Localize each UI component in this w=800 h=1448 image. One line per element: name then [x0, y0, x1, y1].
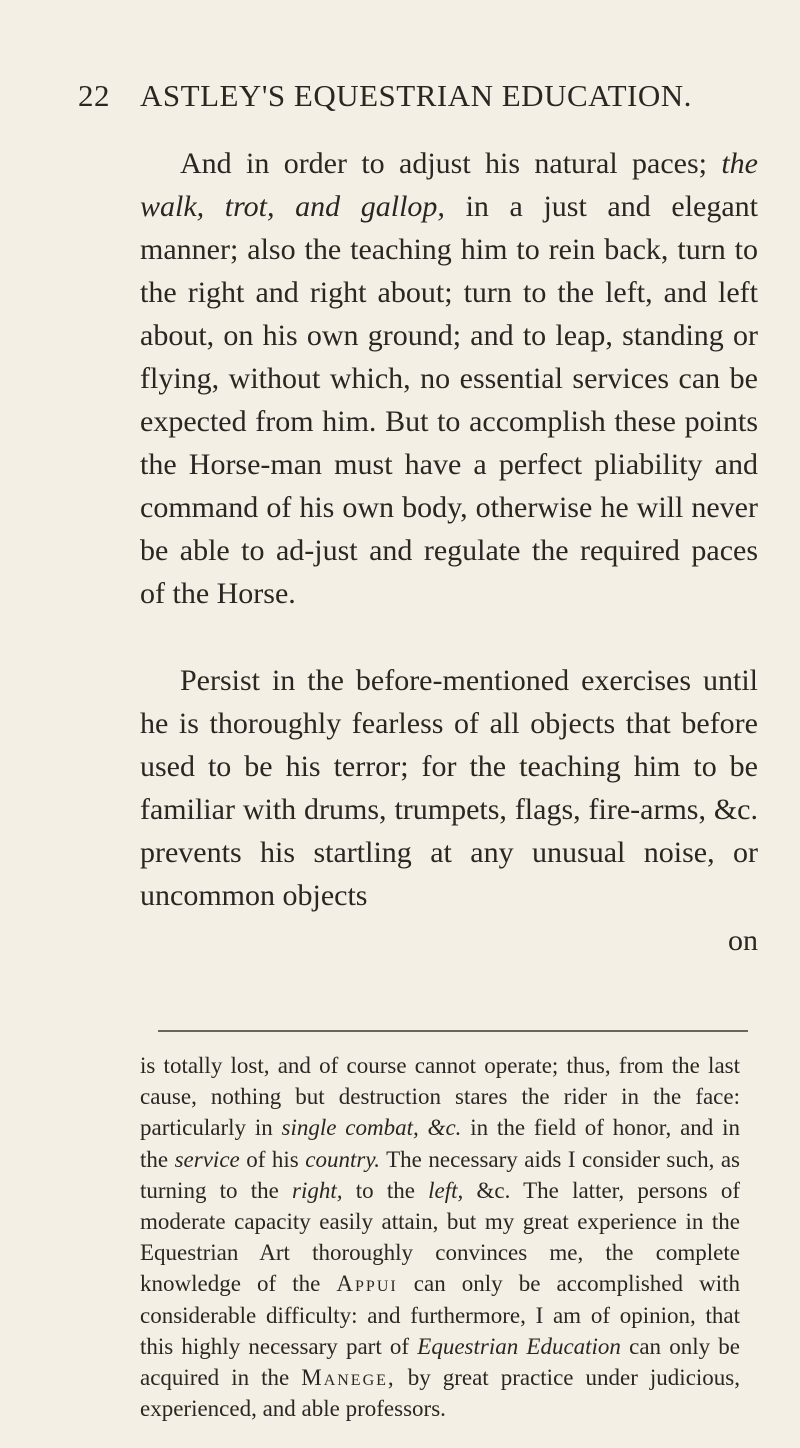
footnote-text-8: can only be acquired in the — [140, 1333, 741, 1391]
footnote-text-2: in the field of honor, and in the — [140, 1115, 740, 1172]
footnote-paragraph — [140, 1050, 740, 1424]
footnote-smallcaps-appui: Appui — [336, 1271, 398, 1297]
page-number: 22 — [78, 78, 110, 113]
paragraph-1-italic-paces: the walk, trot, and gallop, — [140, 147, 758, 223]
footnote-text-9: by great practice under judicious, experienced, and able professors. — [140, 1365, 740, 1422]
footnote-italic-single-combat: single combat, &c. — [281, 1115, 462, 1141]
footnote-text-4: The necessary aids I consider such, as turning to the — [140, 1146, 741, 1203]
footnote-italic-left: left, — [428, 1177, 464, 1203]
footnote-italic-service: service — [174, 1146, 240, 1172]
catchword: on — [728, 924, 758, 957]
footnote-italic-right: right, — [292, 1177, 343, 1203]
main-text — [140, 142, 758, 962]
footnote-text-6: &c. The latter, persons of moderate capacity easily attain, but my great experience in the Equestrian Art thoroughly convinces me, the complete knowledge of the — [140, 1177, 740, 1297]
paragraph-1-text-a: And in order to adjust his natural paces; — [180, 147, 722, 180]
footnote — [140, 1050, 740, 1424]
footnote-italic-equestrian-education: Equestrian Education — [417, 1333, 621, 1359]
footnote-text-3: of his — [239, 1146, 306, 1172]
footnote-text-7: can only be accomplished with considerable difficulty: and furthermore, I am of opinion, that this highly necessary part of — [140, 1271, 740, 1359]
footnote-text-5: to the — [342, 1177, 429, 1203]
paragraph-1 — [140, 142, 758, 615]
running-title: ASTLEY'S EQUESTRIAN EDUCATION. — [140, 78, 692, 113]
footnote-text-1: is totally lost, and of course cannot operate; thus, from the last cause, nothing but destruction stares the rider in the face: particularly in — [140, 1053, 740, 1141]
paragraph-1-text-b: in a just and elegant manner; also the teaching him to rein back, turn to the right and right about; turn to the left, and left about, on his own ground; and to leap, standing or flying, without which, no essential services can be expected from him. But to accomplish these points the Horse-man must have a perfect pliability and command of his own body, otherwise he will never be able to ad-just and regulate the required paces of the Horse. — [140, 190, 758, 610]
footnote-smallcaps-manege: Manege, — [301, 1365, 396, 1391]
footnote-italic-country: country. — [305, 1146, 381, 1172]
footnote-divider — [158, 1030, 748, 1032]
paragraph-2: Persist in the before-mentioned exercises until he is thoroughly fearless of all objects that before used to be his terror; for the teaching him to be familiar with drums, trumpets, flags, fire-arms, &c. prevents his startling at any unusual noise, or uncommon objects — [140, 664, 758, 912]
